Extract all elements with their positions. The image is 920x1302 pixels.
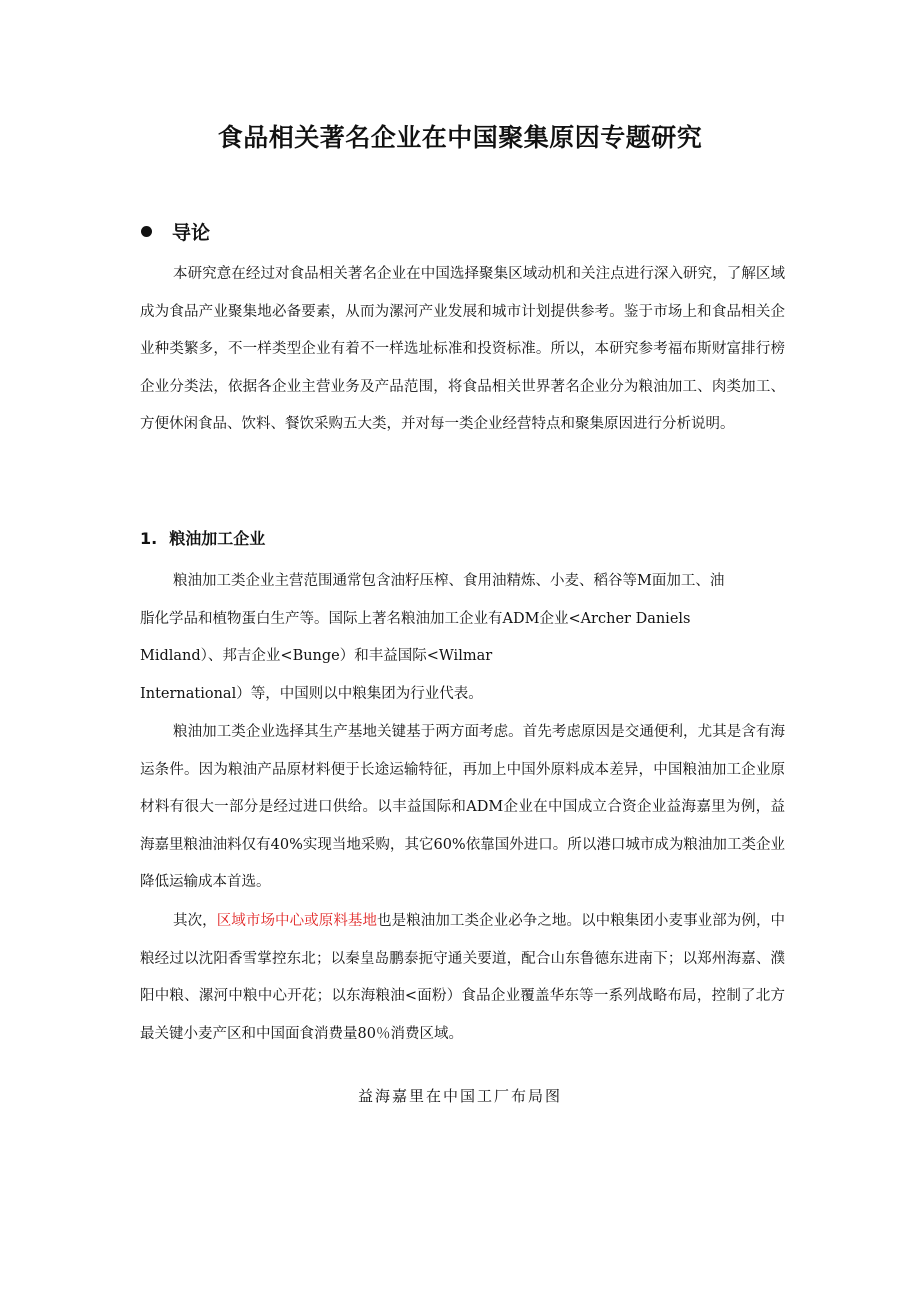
section-1-number: 1. (140, 529, 158, 548)
intro-paragraph: 本研究意在经过对食品相关著名企业在中国选择聚集区域动机和关注点进行深入研究，了解区域成为食品产业聚集地必备要素，从而为漯河产业发展和城市计划提供参考。鉴于市场上和食品相关企业种类繁多，不一样类型企业有着不一样选址标准和投资标准。所以，本研究参考福布斯财富排行榜企业分类法，依据各企业主营业务及产品范围，将食品相关世界著名企业分为粮油加工、肉类加工、方便休闲食品、饮料、餐饮采购五大类，并对每一类企业经营特点和聚集原因进行分析说明。 (140, 266, 785, 433)
paragraph-line: Midland）、邦吉企业<Bunge）和丰益国际<Wilmar (140, 648, 493, 665)
paragraph-text: 也是粮油加工类企业必争之地。以中粮集团小麦事业部为例，中粮经过以沈阳香雪掌控东北；以秦皇岛鹏泰扼守通关要道，配合山东鲁德东进南下；以郑州海嘉、濮阳中粮、漯河中粮中心开花；以东海粮油<面粉）食品企业覆盖华东等一系列战略布局，控制了北方最关键小麦产区和中国面食消费量80％消费区域。 (140, 913, 786, 1042)
section-1-paragraph-1 (140, 563, 785, 713)
paragraph-line: 脂化学品和植物蛋白生产等。国际上著名粮油加工企业有ADM企业<Archer Daniels (140, 610, 691, 627)
bullet-icon (141, 226, 152, 237)
section-1-title: 粮油加工企业 (169, 529, 266, 548)
paragraph-line: 粮油加工类企业主营范围通常包含油籽压榨、食用油精炼、小麦、稻谷等M面加工、油 (173, 573, 725, 589)
section-1-paragraph-3 (140, 903, 785, 1053)
document-title: 食品相关著名企业在中国聚集原因专题研究 (217, 123, 703, 152)
figure-caption: 益海嘉里在中国工厂布局图 (357, 1087, 562, 1105)
paragraph-line: International）等，中国则以中粮集团为行业代表。 (140, 685, 483, 702)
highlighted-phrase: 区域市场中心或原料基地 (216, 913, 378, 929)
intro-heading: 导论 (172, 222, 211, 244)
section-1-heading (140, 526, 265, 549)
intro-heading-row (141, 218, 210, 245)
section-1-paragraph-2: 粮油加工类企业选择其生产基地关键基于两方面考虑。首先考虑原因是交通便利，尤其是含有海运条件。因为粮油产品原材料便于长途运输特征，再加上中国外原料成本差异，中国粮油加工企业原材料有很大一部分是经过进口供给。以丰益国际和ADM企业在中国成立合资企业益海嘉里为例，益海嘉里粮油油料仅有40%实现当地采购，其它60%依靠国外进口。所以港口城市成为粮油加工类企业降低运输成本首选。 (140, 724, 785, 891)
paragraph-text: 其次， (173, 913, 217, 929)
